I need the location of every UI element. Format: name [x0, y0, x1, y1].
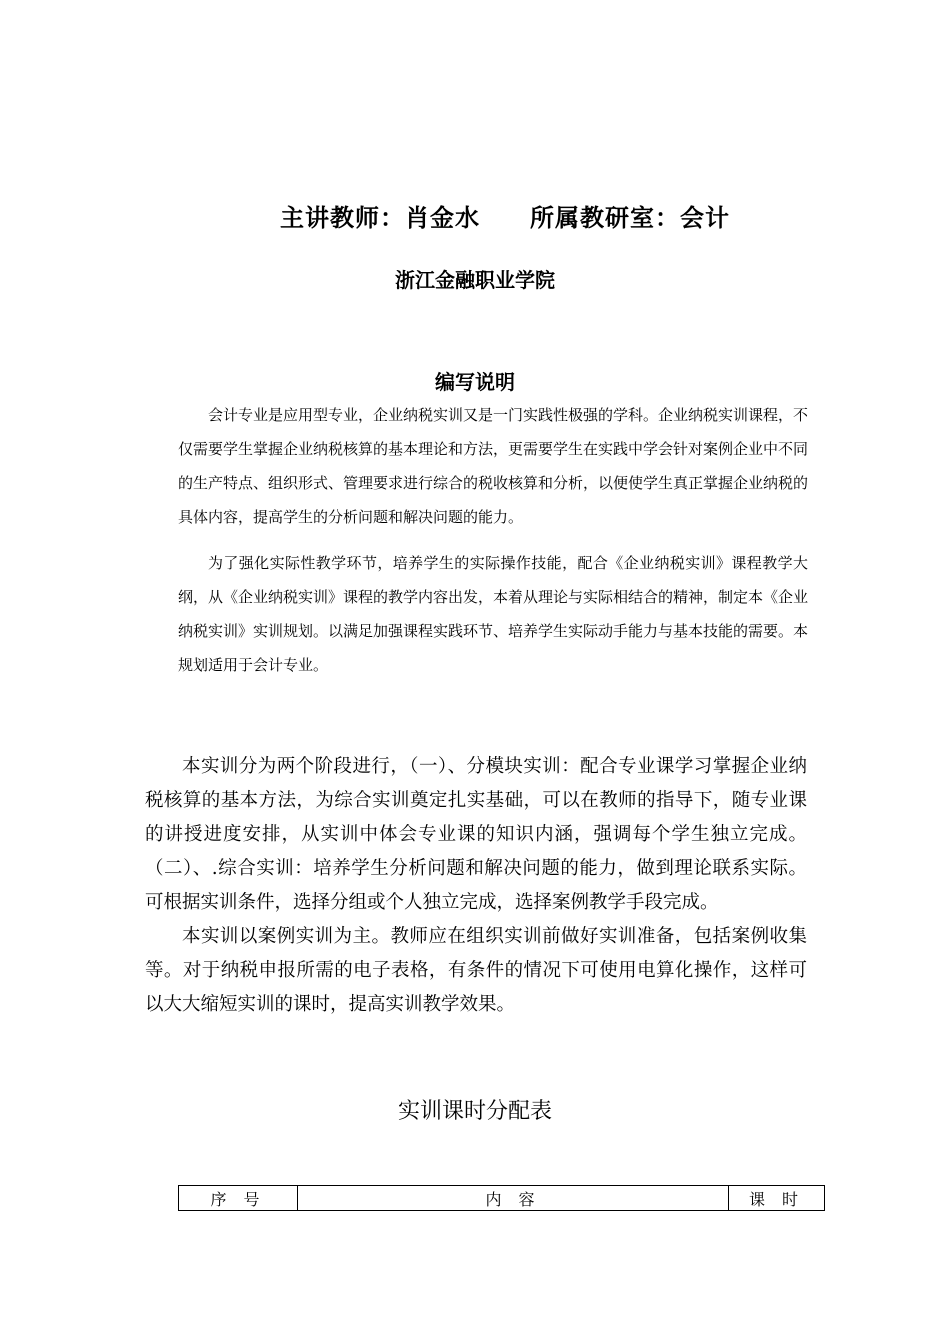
- header-cell-hours: 课 时: [729, 1186, 825, 1211]
- header-cell-index: 序 号: [179, 1186, 298, 1211]
- table-header-row: [179, 1186, 825, 1211]
- teacher-name: 主讲教师：肖金水: [280, 204, 480, 232]
- compile-notes-title: 编写说明: [435, 370, 515, 394]
- header-cell-content: 内 容: [298, 1186, 729, 1211]
- training-description: [145, 750, 807, 1022]
- compile-notes-body: [178, 398, 808, 682]
- compile-notes-paragraph: 为了强化实际性教学环节，培养学生的实际操作技能，配合《企业纳税实训》课程教学大纲，从《企业纳税实训》课程的教学内容出发，本着从理论与实际相结合的精神，制定本《企业纳税实训》实训规划。以满足加强课程实践环节、培养学生实际动手能力与基本技能的需要。本规划适用于会计专业。: [178, 554, 809, 674]
- body-paragraph: 本实训以案例实训为主。教师应在组织实训前做好实训准备，包括案例收集等。对于纳税申报所需的电子表格，有条件的情况下可使用电算化操作，这样可以大大缩短实训的课时，提高实训教学效果。: [145, 926, 807, 1015]
- teacher-line: [0, 198, 950, 233]
- allocation-table: [178, 1185, 825, 1211]
- teaching-office: 所属教研室：会计: [530, 204, 730, 232]
- allocation-table-title: 实训课时分配表: [397, 1099, 552, 1124]
- body-paragraph: 本实训分为两个阶段进行，（一）、分模块实训：配合专业课学习掌握企业纳税核算的基本方法，为综合实训奠定扎实基础，可以在教师的指导下，随专业课的讲授进度安排，从实训中体会专业课的知识内涵，强调每个学生独立完成。（二）、.综合实训：培养学生分析问题和解决问题的能力，做到理论联系实际。可根据实训条件，选择分组或个人独立完成，选择案例教学手段完成。: [145, 756, 807, 913]
- college-name: 浙江金融职业学院: [395, 268, 555, 292]
- compile-notes-paragraph: 会计专业是应用型专业，企业纳税实训又是一门实践性极强的学科。企业纳税实训课程，不仅需要学生掌握企业纳税核算的基本理论和方法，更需要学生在实践中学会针对案例企业中不同的生产特点、组织形式、管理要求进行综合的税收核算和分析，以便使学生真正掌握企业纳税的具体内容，提高学生的分析问题和解决问题的能力。: [178, 406, 809, 526]
